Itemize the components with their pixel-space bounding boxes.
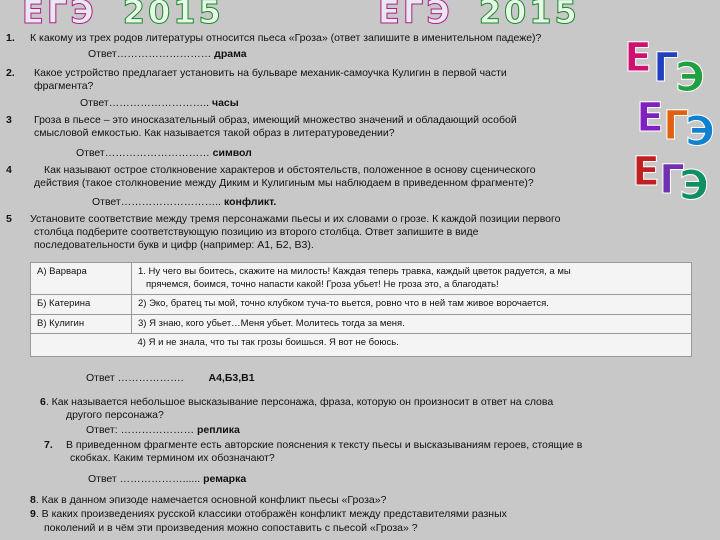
match-table bbox=[30, 262, 692, 357]
q5-answer-label: Ответ ………………. bbox=[86, 372, 184, 384]
side-letter: Г bbox=[663, 103, 689, 149]
q7-text-line1: В приведенном фрагменте есть авторские пояснения к тексту пьесы и высказываниям героев, стоящие в bbox=[66, 439, 583, 451]
q6-text: . Как называется небольшое высказывание персонажа, фраза, которую он произносит в ответ на слова bbox=[45, 396, 554, 408]
q8-number: 8 bbox=[30, 494, 36, 506]
table-cell-quote: 3) Я знаю, кого убьет…Меня убьет. Молитесь тогда за меня. bbox=[132, 314, 692, 334]
quote-line: 1. Ну чего вы боитесь, скажите на милость! Каждая теперь травка, каждый цветок радуется, а мы bbox=[138, 266, 571, 277]
q2-number: 2. bbox=[6, 67, 15, 79]
table-row bbox=[31, 314, 692, 334]
side-letter: Е bbox=[624, 35, 652, 81]
q7-text-line2: скобках. Каким термином их обозначают? bbox=[70, 452, 275, 464]
header-right bbox=[378, 0, 580, 30]
header-left bbox=[22, 0, 224, 30]
q6-answer-value: реплика bbox=[197, 424, 240, 436]
q4-text-line2: действия (такое столкновение между Диким и Кулигиным мы наблюдаем в приведенном фрагменте)? bbox=[34, 177, 534, 189]
q2-answer bbox=[80, 97, 239, 109]
q7-number: 7. bbox=[44, 439, 53, 451]
q3-answer-label: Ответ………………………… bbox=[76, 147, 213, 159]
table-cell-character bbox=[31, 334, 132, 357]
table-cell-quote: 2) Эко, братец ты мой, точно клубком туча-то вьется, ровно что в ней там живое ворочается. bbox=[132, 295, 692, 315]
q5-number: 5 bbox=[6, 213, 12, 225]
header-left-ege: ЕГЭ bbox=[22, 0, 97, 31]
side-letter: Э bbox=[685, 109, 715, 155]
q1-answer bbox=[88, 48, 247, 60]
q4-answer-value: конфликт. bbox=[224, 196, 277, 208]
header-left-year: 2015 bbox=[122, 0, 224, 31]
q3-answer-value: символ bbox=[212, 147, 252, 159]
q8-text bbox=[30, 494, 386, 508]
table-cell-character: В) Кулигин bbox=[31, 314, 132, 334]
q2-answer-value: часы bbox=[212, 97, 239, 109]
q1-answer-label: Ответ……………………… bbox=[88, 48, 215, 60]
q9-text-line1 bbox=[30, 508, 507, 522]
q7-answer-value: ремарка bbox=[203, 473, 247, 485]
table-cell-character: А) Варвара bbox=[31, 263, 132, 295]
q5-text-line3: последовательности букв и цифр (например: А1, Б2, В3). bbox=[34, 239, 314, 251]
q5-answer-value: А4,Б3,В1 bbox=[208, 372, 255, 384]
q8-body: . Как в данном эпизоде намечается основной конфликт пьесы «Гроза»? bbox=[35, 494, 387, 506]
q6-text-line1 bbox=[40, 396, 553, 410]
q9-text-line2: поколений и в чём эти произведения можно сопоставить с пьесой «Гроза» ? bbox=[44, 522, 418, 534]
side-letter: Е bbox=[636, 95, 664, 141]
table-cell-quote: 4) Я и не знала, что ты так грозы боишься. Я вот не боюсь. bbox=[132, 334, 692, 357]
side-letter: Э bbox=[675, 55, 705, 101]
q4-text-line1: Как называют острое столкновение характеров и обстоятельств, положенное в основу сценического bbox=[44, 164, 536, 176]
q6-text-line2: другого персонажа? bbox=[66, 409, 164, 421]
side-letter: Г bbox=[659, 157, 685, 203]
q3-text-line2: смысловой емкостью. Как называется такой образ в литературоведении? bbox=[34, 127, 395, 139]
q6-answer-label: Ответ: ………………… bbox=[86, 424, 197, 436]
side-letter: Э bbox=[679, 163, 709, 209]
q4-answer bbox=[92, 196, 276, 208]
q5-text-line2: столбца подберите соответствующую позицию из второго столбца. Ответ запишите в виде bbox=[34, 226, 479, 238]
q9-body: . В каких произведениях русской классики отображён конфликт между представителями разных bbox=[35, 508, 507, 520]
q2-answer-label: Ответ……………………….. bbox=[80, 97, 212, 109]
q6-answer bbox=[86, 424, 240, 436]
table-row bbox=[31, 295, 692, 315]
quote-line: прячемся, боимся, точно напасти какой! Гроза убьет! Не гроза это, а благодать! bbox=[146, 278, 499, 290]
q7-answer bbox=[88, 473, 246, 485]
table-row bbox=[31, 334, 692, 357]
side-letter: Е bbox=[632, 149, 660, 195]
q1-number: 1. bbox=[6, 32, 15, 44]
q4-answer-label: Ответ……………………….. bbox=[92, 196, 224, 208]
q5-text-line1: Установите соответствие между тремя персонажами пьесы и их словами о грозе. К каждой позиции первого bbox=[30, 213, 561, 225]
q3-answer bbox=[76, 147, 252, 159]
header-right-year: 2015 bbox=[478, 0, 580, 31]
q9-number: 9 bbox=[30, 508, 36, 520]
table-cell-character: Б) Катерина bbox=[31, 295, 132, 315]
table-row bbox=[31, 263, 692, 295]
q3-text-line1: Гроза в пьесе – это иносказательный образ, имеющий множество значений и обладающий особой bbox=[34, 114, 517, 126]
table-cell-quote bbox=[132, 263, 692, 295]
q2-text-line2: фрагмента? bbox=[34, 80, 94, 92]
q4-number: 4 bbox=[6, 164, 12, 176]
q5-answer bbox=[86, 372, 255, 384]
q1-answer-value: драма bbox=[214, 48, 247, 60]
q2-text-line1: Какое устройство предлагает установить на бульваре механик-самоучка Кулигин в первой части bbox=[34, 67, 507, 79]
q3-number: 3 bbox=[6, 114, 12, 126]
q7-answer-label: Ответ ………………...... bbox=[88, 473, 204, 485]
header-right-ege: ЕГЭ bbox=[378, 0, 453, 31]
q1-text: К какому из трех родов литературы относится пьеса «Гроза» (ответ запишите в именительном падеже)? bbox=[30, 32, 542, 44]
q6-number: 6 bbox=[40, 396, 46, 408]
side-letter: Г bbox=[653, 45, 679, 91]
